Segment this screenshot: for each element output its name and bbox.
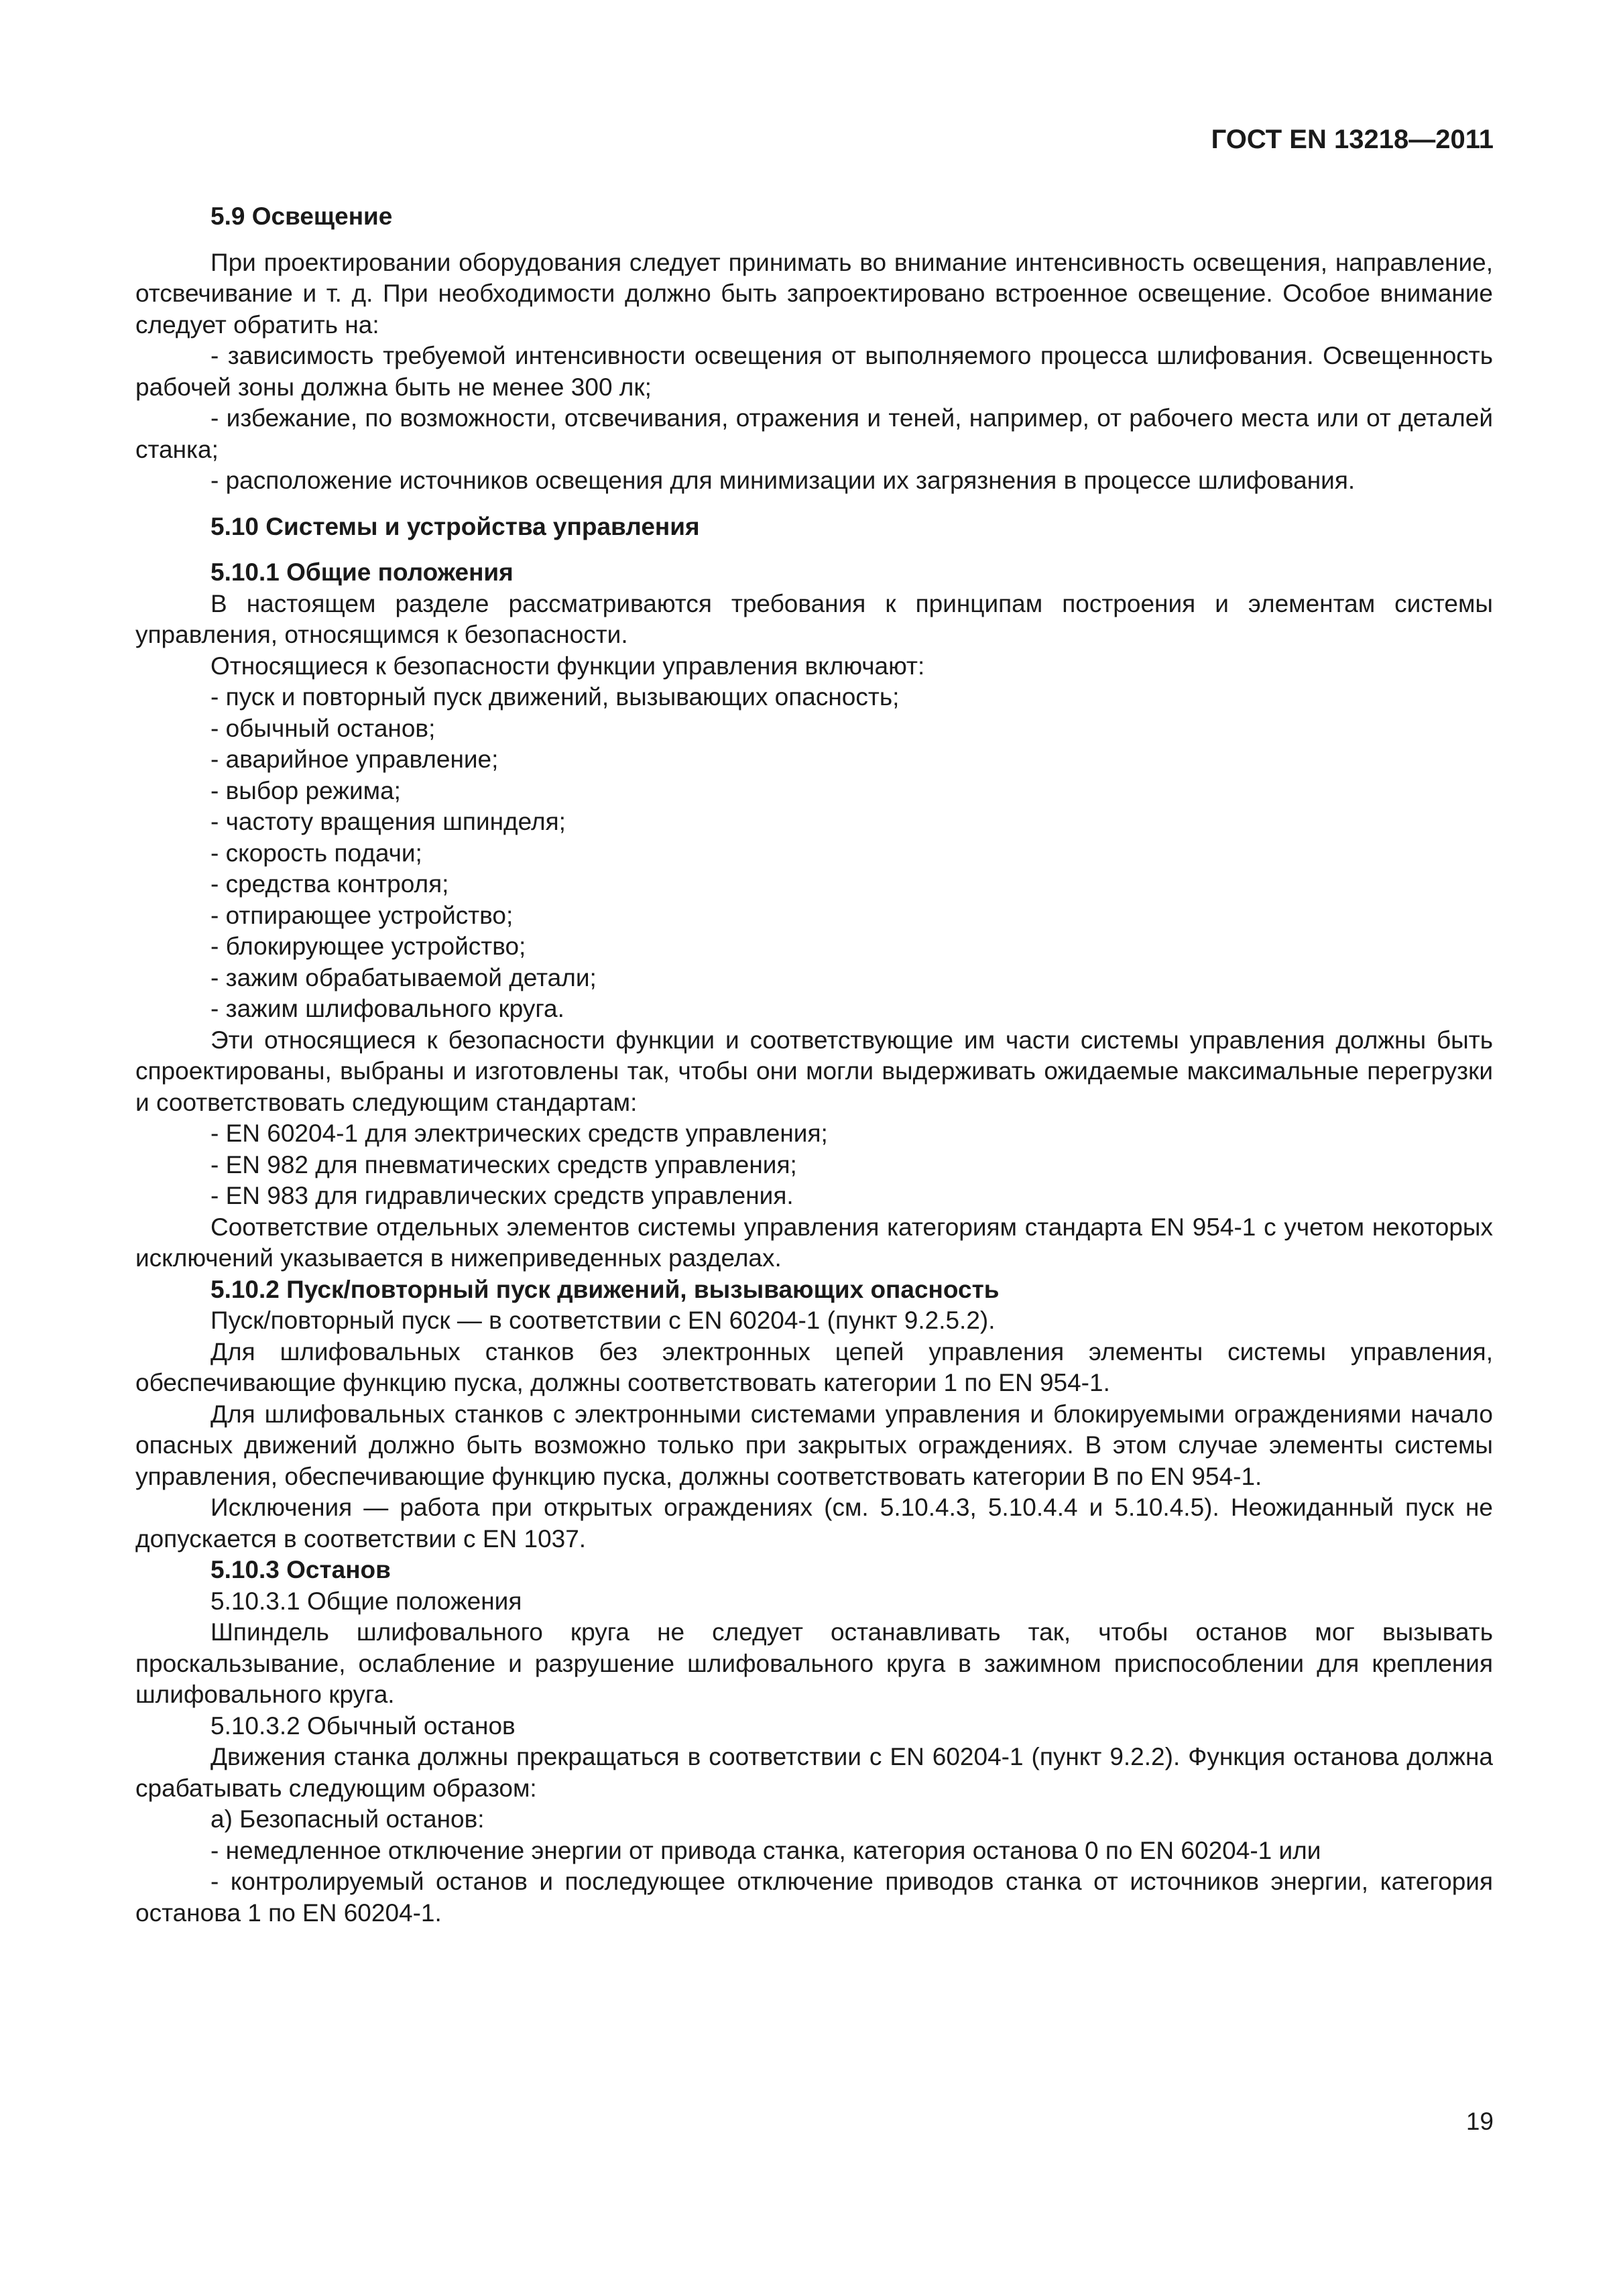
list-item: - EN 983 для гидравлических средств управления. <box>211 1182 794 1209</box>
paragraph: Относящиеся к безопасности функции управления включают: <box>211 652 925 680</box>
paragraph: Для шлифовальных станков с электронными системами управления и блокируемыми ограждениями начало опасных движений должно быть возможно только при закрытых ограждениях. В этом случае элементы системы управления, обеспечивающие функцию пуска, должны соответствовать категории В по EN 954-1. <box>135 1400 1493 1490</box>
list-item: - зависимость требуемой интенсивности освещения от выполняемого процесса шлифования. Освещенность рабочей зоны должна быть не менее 300 лк; <box>135 342 1493 401</box>
section-5-10-2-title: 5.10.2 Пуск/повторный пуск движений, вызывающих опасность <box>211 1275 1000 1303</box>
list-item: - скорость подачи; <box>211 839 422 867</box>
paragraph: Исключения — работа при открытых ограждениях (см. 5.10.4.3, 5.10.4.4 и 5.10.4.5). Неожиданный пуск не допускается в соответствии с EN 1037. <box>135 1494 1493 1553</box>
list-item: - выбор режима; <box>211 776 401 804</box>
page-number: 19 <box>1465 2108 1494 2135</box>
list-item: - отпирающее устройство; <box>211 901 514 929</box>
document-header: ГОСТ EN 13218—2011 <box>1211 125 1494 154</box>
list-item: - расположение источников освещения для минимизации их загрязнения в процессе шлифования. <box>211 467 1356 494</box>
list-item: - аварийное управление; <box>211 745 499 773</box>
document-body <box>135 201 1493 1929</box>
paragraph: Шпиндель шлифовального круга не следует останавливать так, чтобы останов мог вызывать проскальзывание, ослабление и разрушение шлифовального круга в зажимном приспособлении для крепления шлифовального круга. <box>135 1618 1493 1708</box>
section-5-10-3-1-title: 5.10.3.1 Общие положения <box>211 1587 522 1615</box>
section-5-10-1-title: 5.10.1 Общие положения <box>211 558 514 586</box>
list-item: - EN 60204-1 для электрических средств управления; <box>211 1120 828 1147</box>
list-item: - зажим шлифовального круга. <box>211 995 564 1022</box>
list-item: - EN 982 для пневматических средств управления; <box>211 1150 797 1179</box>
paragraph: В настоящем разделе рассматриваются требования к принципам построения и элементам системы управления, относящимся к безопасности. <box>135 589 1493 648</box>
paragraph: Эти относящиеся к безопасности функции и соответствующие им части системы управления должны быть спроектированы, выбраны и изготовлены так, чтобы они могли выдерживать ожидаемые максимальные перегрузки и соответствовать следующим стандартам: <box>135 1026 1493 1116</box>
paragraph: При проектировании оборудования следует принимать во внимание интенсивность освещения, направление, отсвечивание и т. д. При необходимости должно быть запроектировано встроенное освещение. Особое внимание следует обратить на: <box>135 248 1493 339</box>
list-item: - обычный останов; <box>211 714 436 742</box>
section-5-10-title: 5.10 Системы и устройства управления <box>211 512 700 540</box>
section-5-9-title: 5.9 Освещение <box>211 202 393 230</box>
list-item: - блокирующее устройство; <box>211 932 526 960</box>
paragraph: Пуск/повторный пуск — в соответствии с EN 60204-1 (пункт 9.2.5.2). <box>211 1307 996 1334</box>
list-item: - пуск и повторный пуск движений, вызывающих опасность; <box>211 683 900 711</box>
list-item: - частоту вращения шпинделя; <box>211 808 566 835</box>
section-5-10-3-title: 5.10.3 Останов <box>211 1556 391 1583</box>
paragraph: Движения станка должны прекращаться в соответствии с EN 60204-1 (пункт 9.2.2). Функция останова должна срабатывать следующим образом: <box>135 1743 1493 1802</box>
list-item: - немедленное отключение энергии от привода станка, категория останова 0 по EN 60204-1 или <box>211 1836 1321 1864</box>
paragraph: Соответствие отдельных элементов системы управления категориям стандарта EN 954-1 с учетом некоторых исключений указывается в нижеприведенных разделах. <box>135 1213 1493 1272</box>
list-item: - контролируемый останов и последующее отключение приводов станка от источников энергии, категория останова 1 по EN 60204-1. <box>135 1868 1493 1927</box>
paragraph: Для шлифовальных станков без электронных цепей управления элементы системы управления, обеспечивающие функцию пуска, должны соответствовать категории 1 по EN 954-1. <box>135 1337 1493 1396</box>
list-item: - зажим обрабатываемой детали; <box>211 963 597 991</box>
section-5-10-3-2-title: 5.10.3.2 Обычный останов <box>211 1711 516 1740</box>
list-item: - средства контроля; <box>211 870 449 898</box>
list-item: - избежание, по возможности, отсвечивания, отражения и теней, например, от рабочего места или от деталей станка; <box>135 404 1493 463</box>
paragraph: а) Безопасный останов: <box>211 1805 485 1833</box>
